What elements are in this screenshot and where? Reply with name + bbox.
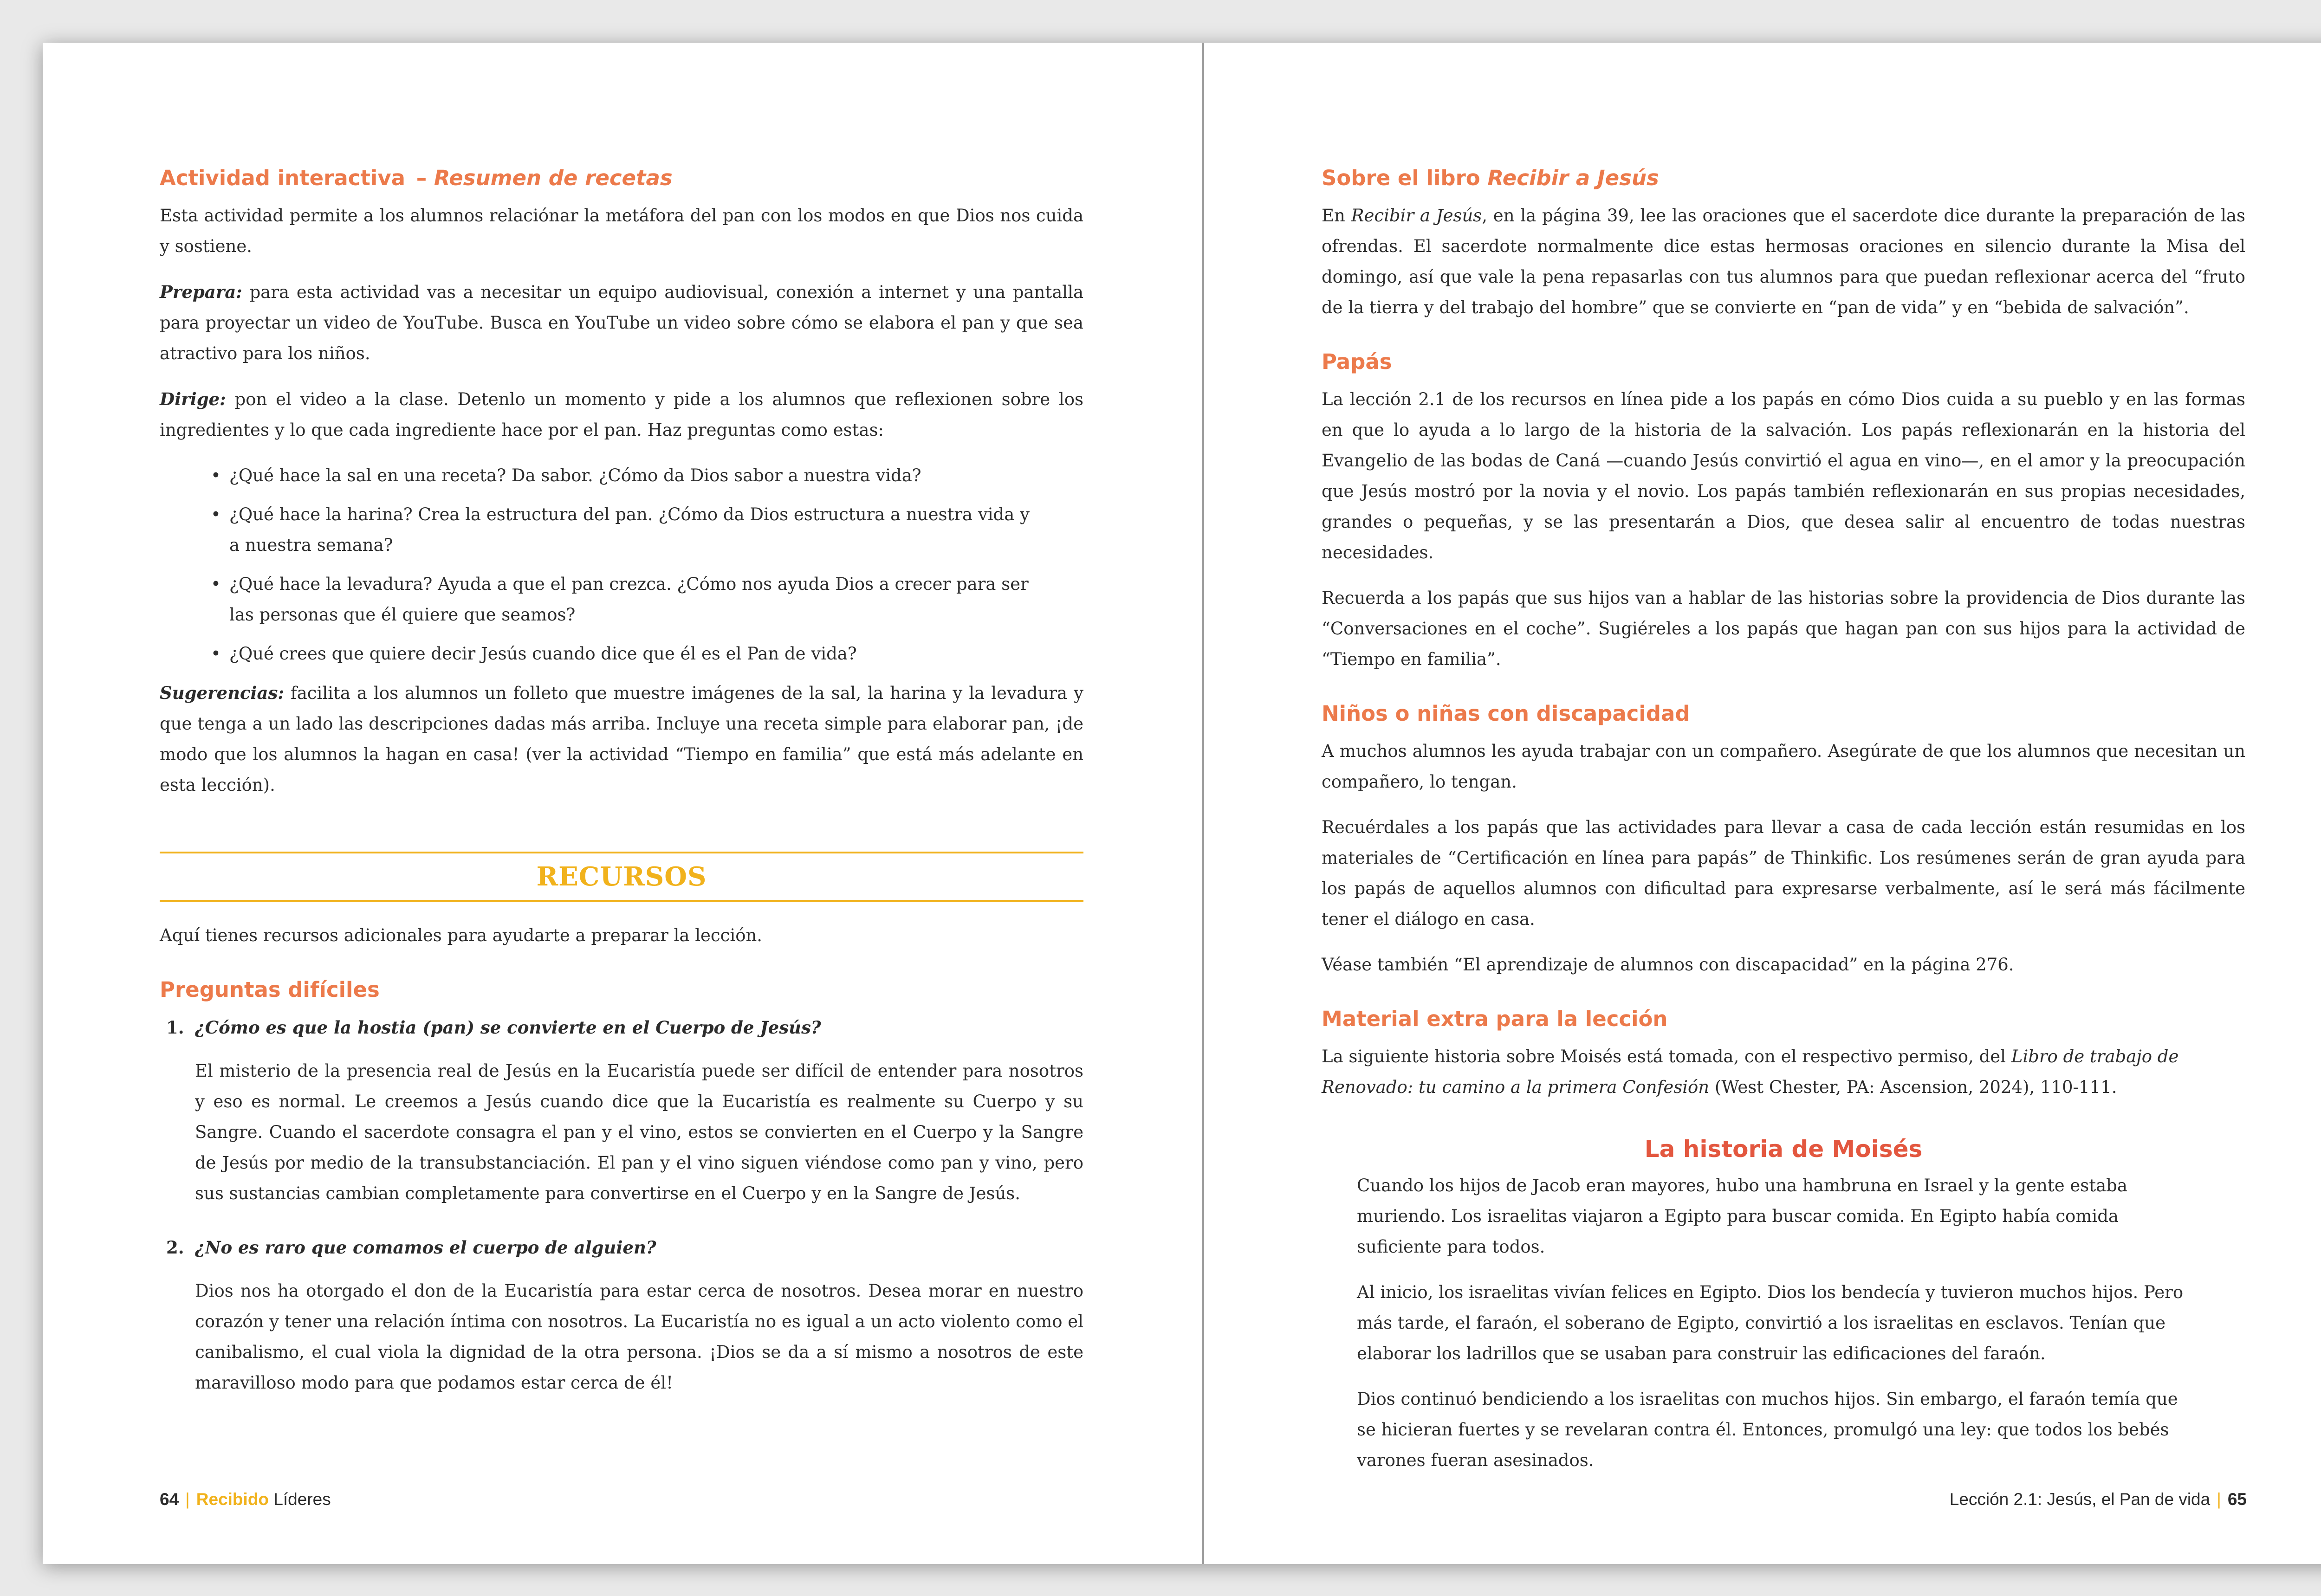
prepara-text: para esta actividad vas a necesitar un equipo audiovisual, conexión a internet y una pantalla para proyectar un video de YouTube. Busca en YouTube un video sobre cómo se elabora el pan y que sea atractivo para los niños. [160,282,1083,363]
recursos-banner [160,852,1083,902]
preguntas-heading: Preguntas difíciles [160,977,380,1002]
footer-brand: Recibido [196,1490,269,1509]
libro-paragraph [1322,200,2245,323]
activity-heading-dash: – [416,166,427,190]
ninos-heading: Niños o niñas con discapacidad [1322,701,1690,726]
bullet-item: • ¿Qué hace la harina? Crea la estructura del pan. ¿Cómo da Dios estructura a nuestra vida y a nuestra semana? [211,499,1083,561]
papas-paragraph: Recuerda a los papás que sus hijos van a hablar de las historias sobre la providencia de Dios durante las “Conversaciones en el coche”. Sugiéreles a los papás que hagan pan con sus hijos para la actividad de “Tiempo en familia”. [1322,588,2245,669]
ninos-paragraph: Véase también “El aprendizaje de alumnos con discapacidad” en la página 276. [1322,955,2014,975]
prepara-lead: Prepara: [160,282,242,302]
material-text-pre: La siguiente historia sobre Moisés está tomada, con el respectivo permiso, del [1322,1047,2006,1066]
book-spread [43,43,2321,1564]
question-row [160,1012,1083,1043]
question-text: ¿Cómo es que la hostia (pan) se convierte en el Cuerpo de Jesús? [195,1017,821,1038]
papas-heading: Papás [1322,349,1392,374]
story-title: La historia de Moisés [1644,1136,1923,1163]
right-page [1204,43,2321,1564]
sugerencias-lead: Sugerencias: [160,683,285,703]
left-page [43,43,1202,1564]
footer-separator: | [2217,1490,2221,1509]
question-item [160,1012,1083,1209]
ninos-paragraph: A muchos alumnos les ayuda trabajar con un compañero. Asegúrate de que los alumnos que necesitan un compañero, lo tengan. [1322,741,2245,792]
libro-heading-prefix: Sobre el libro [1322,166,1480,190]
activity-heading [160,164,1083,192]
question-number: 2. [166,1237,184,1258]
bullet-item: • ¿Qué hace la sal en una receta? Da sabor. ¿Cómo da Dios sabor a nuestra vida? [211,460,1083,491]
material-text-book: Libro de trabajo de Renovado: tu camino a la primera Confesión [1322,1047,2179,1097]
bullet-item: • ¿Qué crees que quiere decir Jesús cuando dice que él es el Pan de vida? [211,639,1083,669]
libro-text-pre: En [1322,206,1345,226]
recursos-intro: Aquí tienes recursos adicionales para ayudarte a preparar la lección. [160,925,763,945]
prepara-paragraph [160,277,1083,369]
question-answer: Dios nos ha otorgado el don de la Eucaristía para estar cerca de nosotros. Desea morar en nuestro corazón y tener una relación íntima con nosotros. La Eucaristía no es igual a un acto violento como el canibalismo, el cual viola la dignidad de la otra persona. ¡Dios se da a sí mismo a nosotros de este maravilloso modo para que podamos estar cerca de él! [195,1281,1083,1393]
question-item [160,1232,1083,1398]
libro-text-book: Recibir a Jesús [1351,206,1482,226]
papas-paragraph: La lección 2.1 de los recursos en línea pide a los papás en cómo Dios cuida a su pueblo y en las formas en que lo ayuda a lo largo de la historia de la salvación. Los papás reflexionarán en la historia del Evangelio de las bodas de Caná —cuando Jesús convirtió el agua en vino—, en el amor y la preocupación que Jesús mostró por la novia y el novio. Los papás también reflexionarán en sus propias necesidades, grandes o pequeñas, y se las presentarán a Dios, que desea salir al encuentro de todas nuestras necesidades. [1322,389,2245,562]
story-paragraph: Al inicio, los israelitas vivían felices en Egipto. Dios los bendecía y tuvieron muchos hijos. Pero más tarde, el faraón, el soberano de Egipto, convirtió a los israelitas en esclavos. Tenían que elaborar los ladrillos que se usaban para construir las edificaciones del faraón. [1357,1282,2184,1363]
dirige-text: pon el video a la clase. Detenlo un momento y pide a los alumnos que reflexionen sobre los ingredientes y lo que cada ingrediente hace por el pan. Haz preguntas como estas: [160,389,1083,440]
question-row [160,1232,1083,1263]
footer-lesson: Lección 2.1: Jesús, el Pan de vida [1949,1490,2211,1509]
libro-heading-title: Recibir a Jesús [1487,166,1659,190]
left-page-content [160,164,1083,1422]
libro-heading [1322,164,2245,192]
question-text: ¿No es raro que comamos el cuerpo de alguien? [195,1237,656,1258]
right-footer [1950,1490,2247,1509]
story-paragraph: Dios continuó bendiciendo a los israelitas con muchos hijos. Sin embargo, el faraón temía que se hicieran fuertes y se revelaran contra él. Entonces, promulgó una ley: que todos los bebés varones fueran asesinados. [1357,1389,2178,1470]
footer-separator: | [185,1490,190,1509]
dirige-paragraph [160,384,1083,446]
story-paragraph: Cuando los hijos de Jacob eran mayores, hubo una hambruna en Israel y la gente estaba muriendo. Los israelitas viajaron a Egipto para buscar comida. En Egipto había comida suficiente para todos. [1357,1176,2127,1257]
bullet-item: • ¿Qué hace la levadura? Ayuda a que el pan crezca. ¿Cómo nos ayuda Dios a crecer para ser las personas que él quiere que seamos? [211,569,1083,630]
dirige-lead: Dirige: [160,389,226,409]
libro-text-post: , en la página 39, lee las oraciones que el sacerdote dice durante la preparación de las ofrendas. El sacerdote normalmente dice estas hermosas oraciones en silencio durante la Misa del domingo, así que vale la pena repasarlas con tus alumnos para que puedan reflexionar acerca del “fruto de la tierra y del trabajo del hombre” que se convierte en “pan de vida” y en “bebida de salvación”. [1322,206,2246,317]
question-answer: El misterio de la presencia real de Jesús en la Eucaristía puede ser difícil de entender para nosotros y eso es normal. Le creemos a Jesús cuando dice que la Eucaristía es realmente su Cuerpo y su Sangre. Cuando el sacerdote consagra el pan y el vino, estos se convierten en el Cuerpo y la Sangre de Jesús por medio de la transubstanciación. El pan y el vino siguen viéndose como pan y vino, pero sus sustancias cambian completamente para convertirse en el Cuerpo y en la Sangre de Jesús. [195,1061,1083,1203]
story-block [1322,1170,2245,1476]
preguntas-list [160,1012,1083,1398]
material-paragraph [1322,1041,2245,1103]
question-bullet-list [160,460,1083,669]
recursos-title: RECURSOS [536,861,707,892]
left-footer [160,1490,331,1509]
right-page-number: 65 [2227,1490,2247,1509]
question-number: 1. [166,1017,184,1038]
ninos-paragraph: Recuérdales a los papás que las actividades para llevar a casa de cada lección están resumidas en los materiales de “Certificación en línea para papás” de Thinkific. Los resúmenes serán de gran ayuda para los papás de aquellos alumnos con dificultad para expresarse verbalmente, así le será más fácilmente tener el diálogo en casa. [1322,817,2245,929]
activity-heading-label: Actividad interactiva [160,166,406,190]
sugerencias-text: facilita a los alumnos un folleto que muestre imágenes de la sal, la harina y la levadura y que tenga a un lado las descripciones dadas más arriba. Incluye una receta simple para elaborar pan, ¡de modo que los alumnos la hagan en casa! (ver la actividad “Tiempo en familia” que está más adelante en esta lección). [160,683,1083,795]
material-heading: Material extra para la lección [1322,1007,1668,1031]
footer-suffix: Líderes [273,1490,331,1509]
right-page-content [1322,164,2245,1491]
activity-intro: Esta actividad permite a los alumnos relaciónar la metáfora del pan con los modos en que Dios nos cuida y sostiene. [160,206,1083,256]
activity-heading-subtitle: Resumen de recetas [434,166,673,190]
sugerencias-paragraph [160,678,1083,801]
material-text-post: (West Chester, PA: Ascension, 2024), 110-111. [1714,1077,2117,1097]
left-page-number: 64 [160,1490,179,1509]
